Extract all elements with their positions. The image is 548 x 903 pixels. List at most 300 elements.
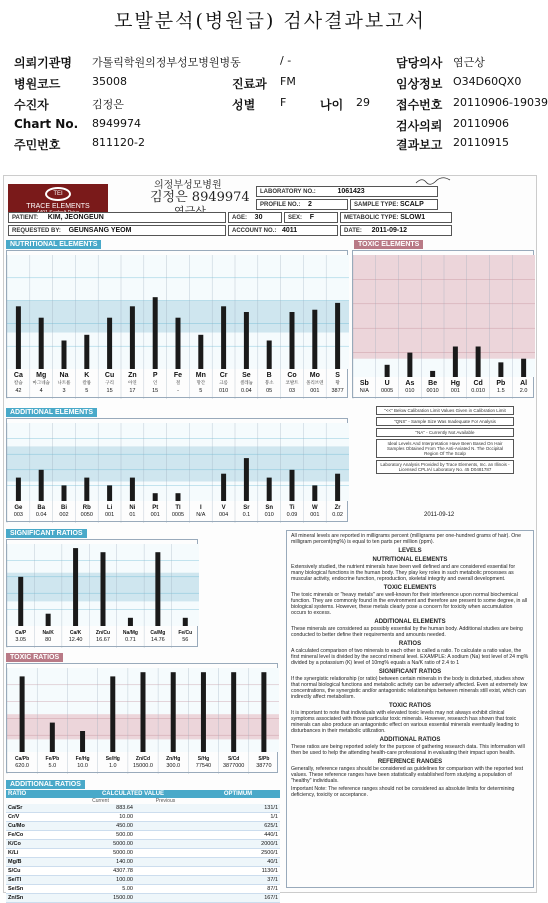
bar-S — [335, 303, 340, 369]
ratio-optimum: 167/1 — [264, 895, 278, 901]
section-nutritional: NUTRITIONAL ELEMENTS — [6, 240, 101, 249]
value-label: 14.76 — [150, 637, 165, 643]
table-row — [6, 858, 280, 867]
ratio-name: Fe/Co — [8, 832, 24, 838]
tick-label: As — [405, 380, 415, 387]
explanation-text: If the synergistic relationship (or ratio) between certain minerals in the body is disturbed, studies show that normal biological functions and metabolic activity can be adversely affected. Even at extremely low concentrations, the synergistic and/or antagonistic relationships between minerals still exist, which can indirectly affect metabolism. — [291, 676, 528, 700]
tick-korean: 셀레늄 — [239, 380, 253, 385]
chart-toxic — [352, 250, 534, 398]
value-label: 001 — [150, 512, 160, 518]
table-row — [6, 876, 280, 885]
hdr-label: 진료과 — [232, 77, 267, 91]
tick-label: K — [84, 372, 90, 379]
tick-label: Na/K — [42, 630, 54, 636]
hdr-value: F — [280, 96, 287, 109]
tick-label: Fe/Cu — [178, 630, 193, 636]
ratio-name: K/Li — [8, 850, 19, 856]
account-box: ACCOUNT NO.: 4011 — [228, 225, 338, 236]
value-label: 010 — [405, 388, 415, 394]
tick-korean: 마그네슘 — [32, 380, 50, 385]
section-additional-ratios: ADDITIONAL RATIOS — [6, 780, 85, 789]
bar-P — [153, 297, 158, 369]
bar-Fe-Pb — [50, 723, 55, 752]
value-label: 3.05 — [15, 637, 27, 643]
ratio-optimum: 37/1 — [267, 877, 278, 883]
tick-label: I — [199, 505, 202, 511]
lab-no-box: LABORATORY NO.: 1061423 — [256, 186, 438, 197]
tick-label: Cd — [473, 380, 483, 387]
value-label: 1.5 — [497, 388, 505, 394]
bar-Cu — [107, 318, 112, 369]
bar-Zn-Cd — [141, 672, 146, 752]
hdr-label: Chart No. — [14, 117, 79, 131]
value-label: 16.67 — [96, 637, 110, 643]
value-label: 12.40 — [68, 637, 83, 643]
bar-Co — [290, 312, 295, 369]
tick-label: Mg — [36, 372, 47, 379]
value-label: 10.0 — [77, 763, 88, 769]
value-label: 5.0 — [48, 763, 57, 769]
hdr-label: 수진자 — [14, 98, 49, 112]
tick-label: Zn/Cu — [95, 630, 111, 636]
col-opt: OPTIMUM — [223, 791, 253, 797]
hdr-value: 20110915 — [453, 136, 509, 149]
table-row — [6, 804, 280, 813]
bar-Ba — [39, 470, 44, 501]
legend — [356, 404, 534, 476]
tick-label: Mo — [309, 372, 320, 379]
chart-nutritional — [6, 250, 348, 398]
section-additional: ADDITIONAL ELEMENTS — [6, 408, 97, 417]
value-label: 15000.0 — [133, 763, 153, 769]
value-label: N/A — [196, 512, 206, 518]
ratio-optimum: 1/1 — [270, 814, 278, 820]
tick-label: Co — [287, 372, 297, 379]
ratio-optimum: 87/1 — [267, 886, 278, 892]
bar-Ti — [290, 470, 295, 501]
tick-label: W — [311, 505, 318, 511]
ratio-name: Mg/B — [8, 859, 22, 865]
ratio-name: Se/Tl — [8, 877, 22, 883]
value-label: 0005 — [381, 388, 394, 394]
explanation-heading: ADDITIONAL ELEMENTS — [374, 619, 446, 625]
legend-ideal: Ideal Levels And Interpretation Have Been Based On Hair Samples Obtained From The Anti-Aviated N. The Occipital Region Of The Scalp — [376, 439, 514, 458]
bar-Bi — [62, 485, 67, 501]
bar-Ni — [130, 478, 135, 501]
ratio-value: 5.00 — [122, 886, 133, 892]
tick-label: Pb — [496, 380, 506, 387]
explanations — [286, 530, 534, 888]
bar-Zr — [335, 474, 340, 501]
value-label: 0.04 — [241, 388, 252, 394]
tick-label: Rb — [82, 505, 91, 511]
ratio-name: Cr/V — [8, 814, 20, 820]
chart-toxic-ratios — [6, 663, 278, 773]
bar-W — [312, 485, 317, 501]
tick-korean: 구리 — [105, 380, 114, 385]
bar-Pb — [498, 362, 503, 377]
bar-Mn — [198, 335, 203, 369]
bar-Zn-Cu — [101, 552, 106, 626]
hand-name: 김정은 8949974 — [150, 190, 250, 205]
hdr-value: 염근상 — [453, 56, 485, 69]
value-label: 0.71 — [125, 637, 136, 643]
tick-label: S — [335, 372, 340, 379]
value-label: 0010 — [426, 388, 439, 394]
sex-box: SEX: F — [284, 212, 338, 223]
ratio-optimum: 2500/1 — [261, 850, 278, 856]
tick-label: S/Pb — [258, 756, 270, 762]
value-label: 56 — [182, 637, 189, 643]
value-label: 42 — [15, 388, 22, 394]
ratio-value: 500.00 — [116, 832, 133, 838]
additional-ratios-table — [6, 790, 280, 903]
bar-Ca-Mg — [155, 552, 160, 626]
report-date-bottom: 2011-09-12 — [424, 512, 455, 518]
value-label: 001 — [310, 388, 320, 394]
bar-Cr — [221, 306, 226, 369]
value-label: 620.0 — [15, 763, 29, 769]
bar-Se — [244, 312, 249, 369]
value-label: 001 — [310, 512, 320, 518]
tick-label: U — [384, 380, 390, 387]
tick-korean: 붕소 — [264, 380, 274, 385]
ratio-optimum: 131/1 — [264, 805, 278, 811]
tick-label: Zn — [128, 372, 137, 379]
tick-korean: 나트륨 — [57, 380, 71, 385]
value-label: 001 — [450, 388, 460, 394]
hdr-label: 결과보고 — [396, 138, 443, 152]
tick-korean: 망간 — [196, 380, 206, 385]
table-row — [6, 822, 280, 831]
tick-label: Li — [106, 505, 113, 511]
value-label: 80 — [45, 637, 52, 643]
legend-qns: "QNS" - Sample Size Was Inadequate For Analysis — [376, 417, 514, 426]
hand-hospital: 의정부성모병원 — [154, 180, 222, 191]
tick-label: Zn/Hg — [166, 756, 181, 762]
tick-label: Zr — [334, 505, 341, 511]
bar-B — [267, 341, 272, 370]
hdr-label: 나이 — [320, 98, 344, 112]
bar-Cd — [476, 347, 481, 378]
tick-label: Ca/K — [69, 630, 82, 636]
bar-Na — [62, 341, 67, 370]
tick-label: Ca/Mg — [150, 630, 166, 636]
tick-korean: 아연 — [128, 380, 137, 385]
ratio-value: 450.00 — [116, 823, 133, 829]
value-label: 03 — [288, 388, 296, 394]
hdr-value: 811120-2 — [92, 136, 145, 149]
explanation-heading: ADDITIONAL RATIOS — [379, 737, 441, 743]
ratio-name: K/Co — [8, 841, 21, 847]
bar-Ca-K — [73, 548, 78, 626]
table-row — [6, 894, 280, 903]
tick-label: Hg — [450, 380, 461, 387]
explanation-heading: LEVELS — [398, 548, 422, 554]
ratio-value: 883.64 — [116, 805, 133, 811]
bar-Sn — [267, 478, 272, 501]
tick-label: Sb — [359, 380, 369, 387]
value-label: 010 — [219, 388, 229, 394]
hdr-label: 주민번호 — [14, 138, 61, 152]
explanation-text: It is important to note that individuals with elevated toxic levels may not always exhibit clinical symptoms associated with those particular toxic minerals. However, research has shown that toxic minerals can also produce an antagonistic effect on various essential minerals eventually leading to disturbances in their metabolic utilization. — [291, 710, 519, 734]
value-label: 38770 — [256, 763, 272, 769]
ratio-value: 10.00 — [119, 814, 133, 820]
value-label: 002 — [59, 512, 69, 518]
value-label: 15 — [106, 388, 113, 394]
value-label: 0050 — [80, 512, 93, 518]
value-label: 001 — [105, 512, 115, 518]
bar-Mg — [39, 318, 44, 369]
tick-label: Pt — [152, 505, 159, 511]
explanation-text: All mineral levels are reported in milligrams percent (milligrams per one-hundred grams of hair). One milligram percent(mg%) is equal to ten parts per million (ppm). — [291, 533, 522, 545]
hdr-label: 임상정보 — [396, 77, 443, 91]
explanation-heading: TOXIC RATIOS — [388, 703, 432, 709]
tick-label: Se — [242, 372, 251, 379]
value-label: 5 — [85, 388, 89, 394]
value-label: 0.02 — [332, 512, 343, 518]
bar-S-Cd — [231, 672, 236, 752]
ratio-value: 1500.00 — [113, 895, 133, 901]
explanation-text: Important Note: The reference ranges should not be considered as absolute limits for determining deficiency, toxicity or acceptance. — [291, 786, 515, 798]
tick-korean: 칼륨 — [82, 380, 92, 385]
bar-As — [407, 353, 412, 377]
tick-label: V — [221, 505, 226, 511]
tick-label: Na/Mg — [122, 630, 138, 636]
legend-lab: Laboratory Analysis Provided by Trace Elements, Inc. an Illinois - Licensed CPLIA/ Laboratory No. 45 D0481787 — [376, 460, 514, 474]
tick-label: Cr — [219, 372, 228, 379]
table-row — [6, 867, 280, 876]
date-box: DATE: 2011-09-12 — [340, 225, 452, 236]
value-label: N/A — [359, 388, 369, 394]
bar-Be — [430, 371, 435, 377]
tick-label: Fe/Hg — [75, 756, 90, 762]
hdr-value: FM — [280, 75, 296, 88]
ratio-optimum: 2000/1 — [261, 841, 278, 847]
tick-korean: 크롬 — [219, 380, 228, 385]
logo-mark: TEI — [45, 187, 71, 201]
col-calc: CALCULATED VALUE — [101, 791, 165, 797]
ratio-name: S/Cu — [8, 868, 21, 874]
tick-label: Be — [428, 380, 438, 387]
value-label: 4 — [39, 388, 43, 394]
table-row — [6, 885, 280, 894]
chart-additional — [6, 418, 348, 522]
value-label: 1.0 — [108, 763, 117, 769]
value-label: 01 — [129, 512, 136, 518]
ratio-optimum: 40/1 — [267, 859, 278, 865]
patient-box: PATIENT: KIM, JEONGEUN — [8, 212, 226, 223]
ratio-name: Ca/Sr — [8, 805, 23, 811]
value-label: 3877 — [331, 388, 344, 394]
bar-Zn-Hg — [171, 672, 176, 752]
bar-Mo — [312, 310, 317, 369]
explanation-text: These minerals are considered as possibly essential by the human body. Additional studies are being conducted to better define their requirements and amounts needed. — [291, 626, 523, 638]
hdr-label: 담당의사 — [396, 56, 443, 70]
bar-Fe — [176, 318, 181, 369]
value-label: - — [177, 388, 179, 394]
tick-label: S/Hg — [197, 756, 210, 762]
ratio-value: 4307.78 — [113, 868, 133, 874]
table-row — [6, 813, 280, 822]
hdr-value: 29 — [356, 96, 370, 109]
section-toxic: TOXIC ELEMENTS — [354, 240, 423, 249]
explanation-text: These ratios are being reported solely for the purpose of gathering research data. This information will then be used to help the attending health-care professional in evaluating their impact upon health. — [291, 744, 525, 756]
value-label: 003 — [13, 512, 23, 518]
metabolic-box: METABOLIC TYPE: SLOW1 — [340, 212, 452, 223]
lab-report — [3, 175, 537, 901]
value-label: 05 — [266, 388, 273, 394]
ratio-value: 5000.00 — [113, 841, 133, 847]
bar-Tl — [176, 493, 181, 501]
bar-U — [385, 365, 390, 377]
profile-box: PROFILE NO.: 2 — [256, 199, 348, 210]
explanation-text: Generally, reference ranges should be considered as guidelines for comparison with the reported test values. These reference ranges have been statistically established form studying a population of "healthy" individuals. — [291, 766, 524, 784]
tick-label: Mn — [195, 372, 206, 379]
col-current: Current — [92, 798, 109, 804]
explanation-text: Extensively studied, the nutrient minerals have been well defined and are considered essential for many biological functions in the human body. They play key roles in such metabolic processes as muscular activity, endocrine function, reproduction, skeletal integrity and overall development. — [291, 564, 516, 582]
ratio-optimum: 440/1 — [264, 832, 278, 838]
bar-Ca — [16, 306, 21, 369]
hdr-value: 20110906 — [453, 117, 509, 130]
hdr-value: 8949974 — [92, 117, 141, 130]
bar-Na-K — [46, 614, 51, 626]
requested-box: REQUESTED BY: GEUNSANG YEOM — [8, 225, 226, 236]
tick-label: Ti — [289, 505, 295, 511]
value-label: 0.1 — [242, 512, 251, 518]
tick-label: Ca — [13, 372, 23, 379]
sample-box: SAMPLE TYPE: SCALP — [350, 199, 438, 210]
hdr-label: 병원코드 — [14, 77, 61, 91]
tick-korean: 인 — [153, 380, 158, 385]
hdr-label: 성별 — [232, 98, 256, 112]
logo-text: TRACE ELEMENTS — [26, 203, 90, 210]
tick-label: Sn — [265, 505, 274, 511]
bar-V — [221, 474, 226, 501]
hdr-value: 20110906-19039 — [453, 96, 548, 109]
bar-S-Hg — [201, 672, 206, 752]
bar-Zn — [130, 306, 135, 369]
bar-Sr — [244, 458, 249, 501]
value-label: 77540 — [195, 763, 212, 769]
chart-significant — [6, 539, 198, 647]
value-label: 004 — [219, 512, 229, 518]
tick-korean: 코발트 — [285, 380, 299, 385]
tick-label: Sr — [243, 505, 250, 511]
tick-label: Na — [59, 372, 69, 379]
tick-label: Ca/P — [15, 630, 27, 636]
ratio-value: 100.00 — [116, 877, 133, 883]
tick-korean: 몰리브덴 — [306, 380, 324, 385]
bar-Al — [521, 359, 526, 377]
explanation-heading: SIGNIFICANT RATIOS — [378, 669, 442, 675]
table-row — [6, 831, 280, 840]
value-label: 0.010 — [471, 388, 486, 394]
tick-korean: 칼슘 — [14, 380, 23, 385]
value-label: 2.0 — [519, 388, 528, 394]
value-label: 15 — [152, 388, 159, 394]
bar-Pt — [153, 493, 158, 501]
value-label: 0.04 — [35, 512, 47, 518]
tick-korean: 황 — [335, 380, 340, 385]
tick-label: Se/Hg — [105, 756, 120, 762]
legend-na: "NA" - Currently Not Available — [376, 428, 514, 437]
bar-Fe-Cu — [183, 618, 188, 626]
ratio-name: Cu/Mo — [8, 823, 25, 829]
value-label: 17 — [129, 388, 136, 394]
age-box: AGE: 30 — [228, 212, 282, 223]
value-label: 3877000 — [222, 763, 245, 769]
bar-Fe-Hg — [80, 731, 85, 752]
value-label: 010 — [264, 512, 274, 518]
hdr-value: 김정은 — [92, 98, 124, 111]
ratio-value: 5000.00 — [113, 850, 133, 856]
value-label: 300.0 — [166, 763, 181, 769]
bar-Hg — [453, 347, 458, 378]
table-row — [6, 840, 280, 849]
tick-label: Fe/Pb — [45, 756, 60, 762]
bar-Na-Mg — [128, 618, 133, 626]
legend-below: "<<" Below Calibration Limit Values Given in Calibration Limit — [376, 406, 514, 415]
explanation-heading: NUTRITIONAL ELEMENTS — [372, 557, 448, 563]
col-ratio: RATIO — [8, 791, 27, 797]
tick-korean: 철 — [175, 380, 181, 385]
ratio-value: 140.00 — [116, 859, 133, 865]
tick-label: Bi — [61, 505, 67, 511]
tick-label: Ca/Pb — [15, 756, 30, 762]
bar-Se-Hg — [110, 676, 115, 752]
col-previous: Previous — [155, 798, 176, 804]
tick-label: Fe — [173, 372, 183, 379]
explanation-heading: TOXIC ELEMENTS — [383, 585, 437, 591]
bar-Li — [107, 485, 112, 501]
page-title: 모발분석(병원급) 검사결과보고서 — [114, 10, 426, 32]
section-toxic-ratios: TOXIC RATIOS — [6, 653, 63, 662]
ratio-name: Se/Sn — [8, 886, 24, 892]
explanation-text: A calculated comparison of two minerals to each other is called a ratio. To calculate a ratio value, the first mineral level is divided by the second mineral level. EXAMPLE: A sodium (Na) test level of 24 mg% divided by a potassium (K) level of 10mg% equals a Na/K ratio of 2.4 to 1 — [291, 648, 529, 666]
hdr-label: 접수번호 — [396, 98, 443, 112]
hdr-value: O34D60QX0 — [453, 75, 522, 88]
tick-label: Ba — [37, 505, 46, 511]
explanation-heading: RATIOS — [398, 641, 422, 647]
section-significant: SIGNIFICANT RATIOS — [6, 529, 87, 538]
bar-Ca-P — [18, 577, 23, 626]
tick-label: Cu — [104, 372, 115, 379]
bar-K — [84, 335, 89, 369]
ratio-name: Zn/Sn — [8, 895, 24, 901]
value-label: 5 — [199, 388, 203, 394]
tick-label: Zn/Cd — [135, 756, 151, 762]
tick-label: P — [152, 372, 158, 379]
tick-label: Ni — [129, 505, 136, 511]
tick-label: Al — [520, 380, 528, 387]
hdr-value: 가톨릭학원의정부성모병원병동 — [92, 56, 241, 69]
value-label: 0005 — [171, 512, 185, 518]
explanation-heading: REFERENCE RANGES — [377, 759, 443, 765]
bar-Rb — [84, 478, 89, 501]
hdr-label: 검사의뢰 — [396, 119, 443, 133]
ratio-optimum: 1130/1 — [261, 868, 278, 874]
signature — [414, 176, 454, 186]
bar-Ca-Pb — [20, 676, 25, 752]
hdr-label: 의뢰기관명 — [14, 56, 72, 70]
bar-Ge — [16, 478, 21, 501]
hdr-extra: / - — [280, 54, 292, 67]
tick-label: B — [266, 372, 272, 379]
table-row — [6, 849, 280, 858]
hdr-value: 35008 — [92, 75, 127, 88]
explanation-text: The toxic minerals or "heavy metals" are well-known for their interference upon normal biochemical function. They are commonly found in the environment and therefore are present to some degree, in all biological systems. However, these metals clearly pose a concern for toxicity when accumulation occurs to excess. — [291, 592, 528, 616]
